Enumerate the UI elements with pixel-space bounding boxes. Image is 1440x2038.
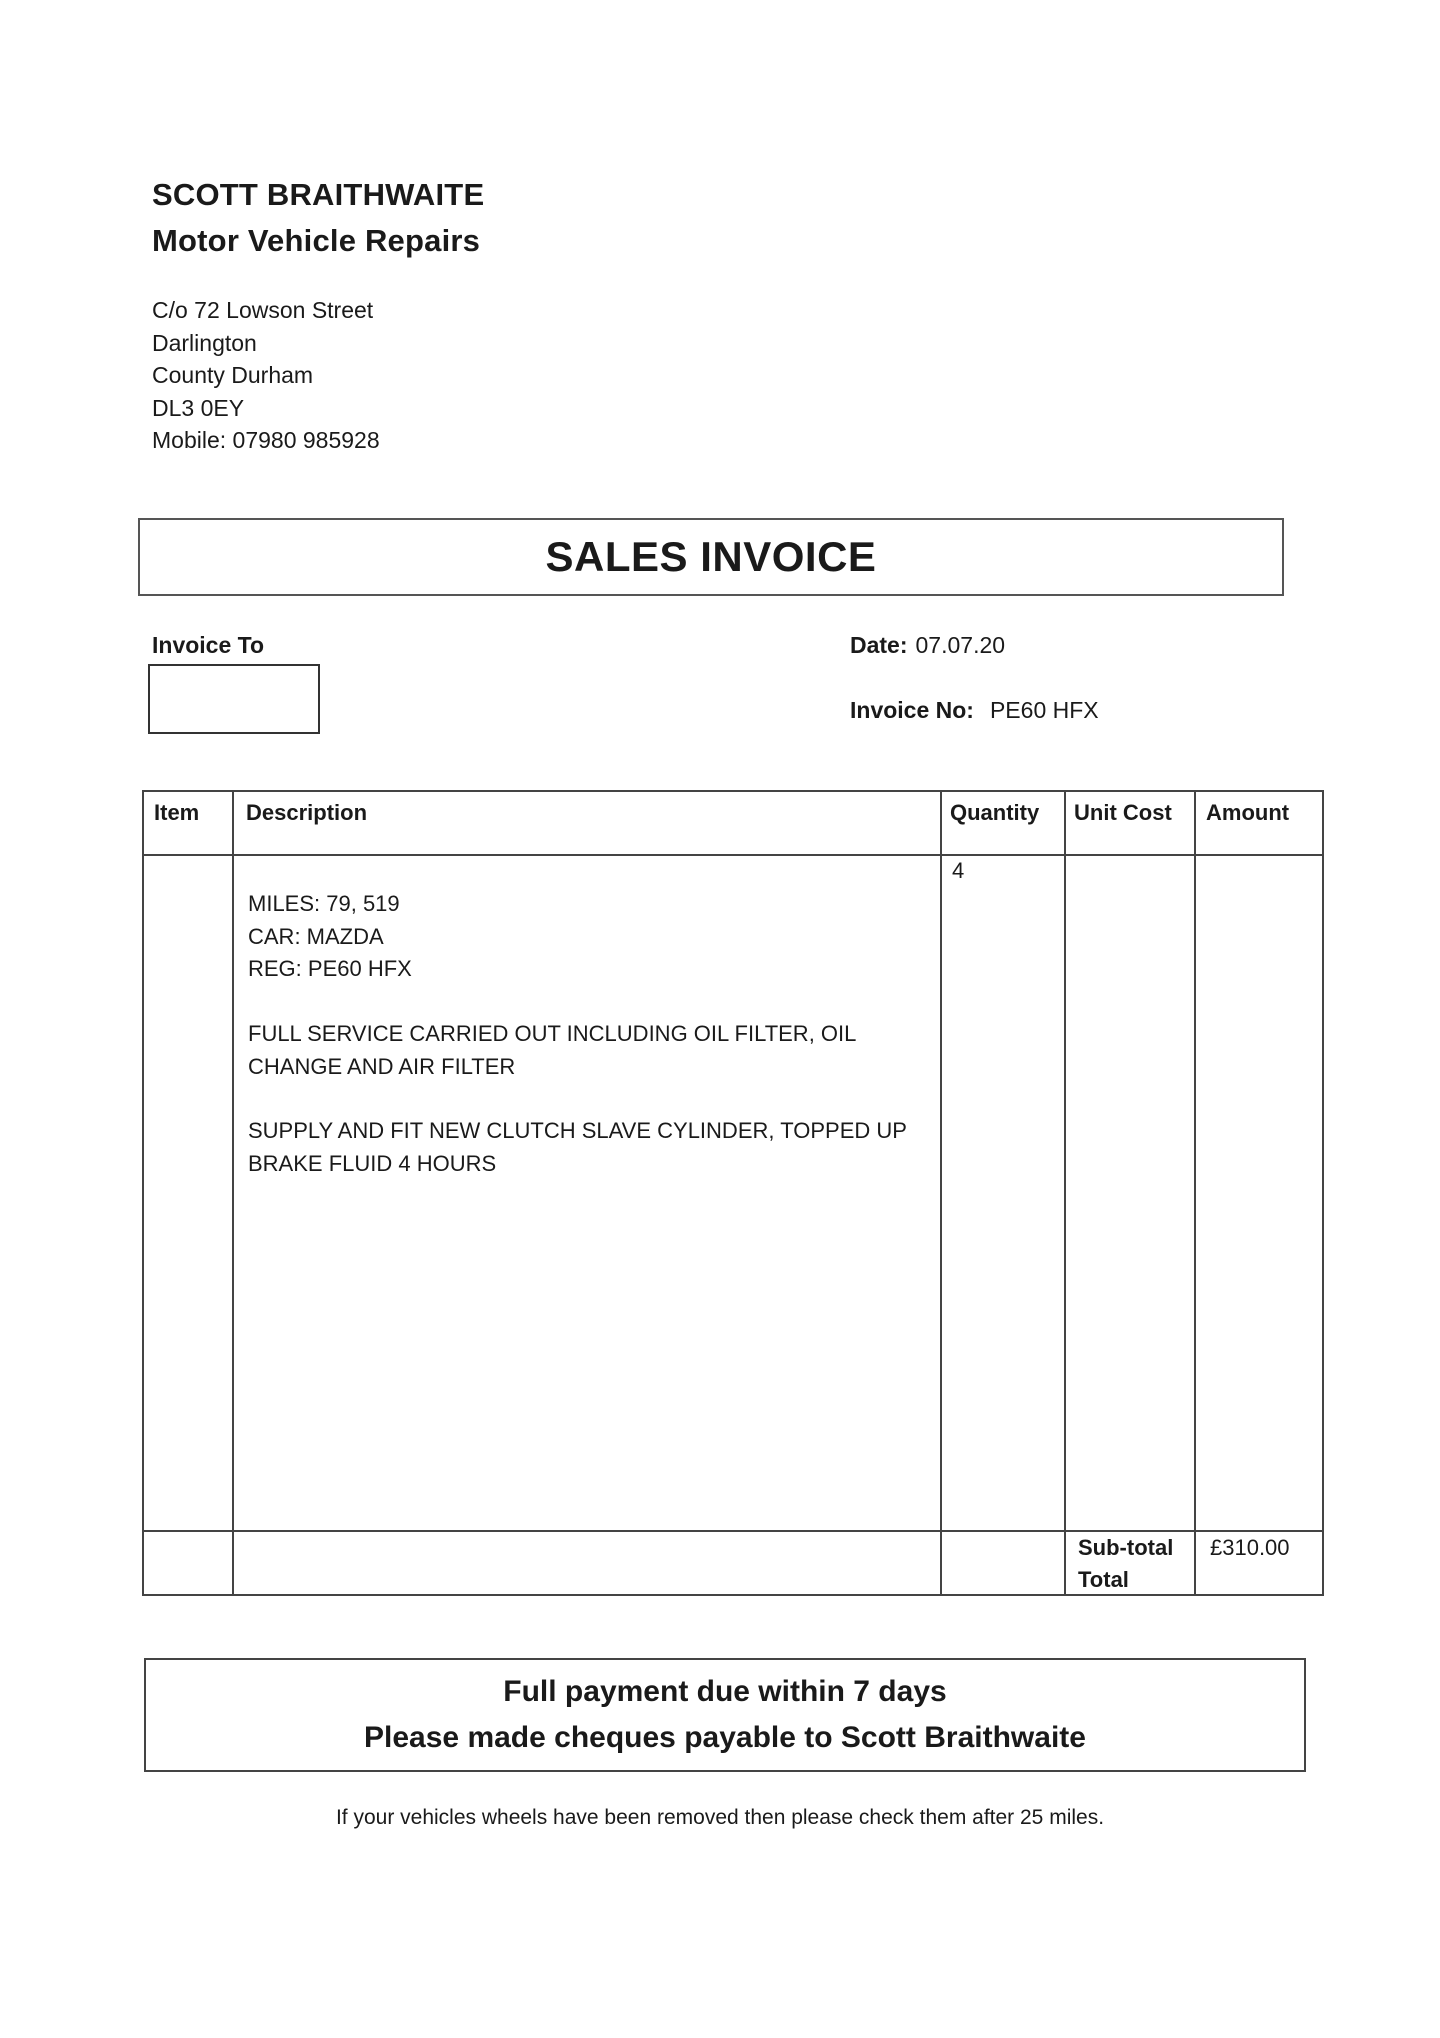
total-label: Total [1078,1567,1129,1592]
work-item-line: FULL SERVICE CARRIED OUT INCLUDING OIL FILTER, OIL [248,1021,857,1046]
table-divider [940,792,942,1594]
company-header [152,172,484,264]
header-item: Item [154,800,200,825]
work-item-clutch [248,1115,907,1180]
address-line-2: Darlington [152,329,257,356]
invoice-date-label: Date: [850,632,908,658]
subtotal-value: £310.00 [1210,1535,1290,1560]
work-item-line: BRAKE FLUID 4 HOURS [248,1150,497,1176]
payment-terms-line-2: Please made cheques payable to Scott Braithwaite [364,1721,1086,1754]
company-address [152,294,380,457]
header-unit-cost: Unit Cost [1074,800,1172,825]
address-mobile: Mobile: 07980 985928 [152,427,380,453]
payment-terms-line-1: Full payment due within 7 days [503,1675,947,1708]
vehicle-miles: MILES: 79, 519 [248,891,400,916]
invoice-number-value: PE60 HFX [989,697,1099,723]
items-table [142,790,1324,1596]
work-item-service [248,1018,856,1083]
table-divider [1194,792,1196,1594]
work-item-line: CHANGE AND AIR FILTER [248,1053,516,1079]
invoice-number-label: Invoice No: [850,697,974,723]
invoice-date [850,632,1005,659]
address-line-3: County Durham [152,362,314,388]
address-postcode: DL3 0EY [152,394,245,421]
work-item-line: SUPPLY AND FIT NEW CLUTCH SLAVE CYLINDER, TOPPED UP [248,1118,907,1143]
company-name: SCOTT BRAITHWAITE [152,177,485,212]
table-divider [232,792,234,1594]
company-trade: Motor Vehicle Repairs [152,223,481,258]
header-amount: Amount [1206,800,1290,825]
invoice-title: SALES INVOICE [545,533,877,580]
footer-note: If your vehicles wheels have been removed then please check them after 25 miles. [335,1806,1105,1829]
invoice-to-box [148,664,320,734]
totals-labels [1078,1532,1173,1596]
vehicle-details [248,888,412,986]
invoice-date-value: 07.07.20 [915,632,1006,658]
address-line-1: C/o 72 Lowson Street [152,297,374,323]
invoice-number [850,697,1099,724]
payment-terms-box [144,1658,1306,1772]
invoice-to-label: Invoice To [152,632,265,658]
row-quantity: 4 [952,858,965,883]
vehicle-reg: REG: PE60 HFX [248,956,412,981]
header-quantity: Quantity [950,800,1040,825]
subtotal-label: Sub-total [1078,1535,1174,1560]
table-divider [1064,792,1066,1594]
table-header-divider [144,854,1322,856]
header-description: Description [246,800,368,825]
invoice-title-box [138,518,1284,596]
vehicle-car: CAR: MAZDA [248,923,384,949]
